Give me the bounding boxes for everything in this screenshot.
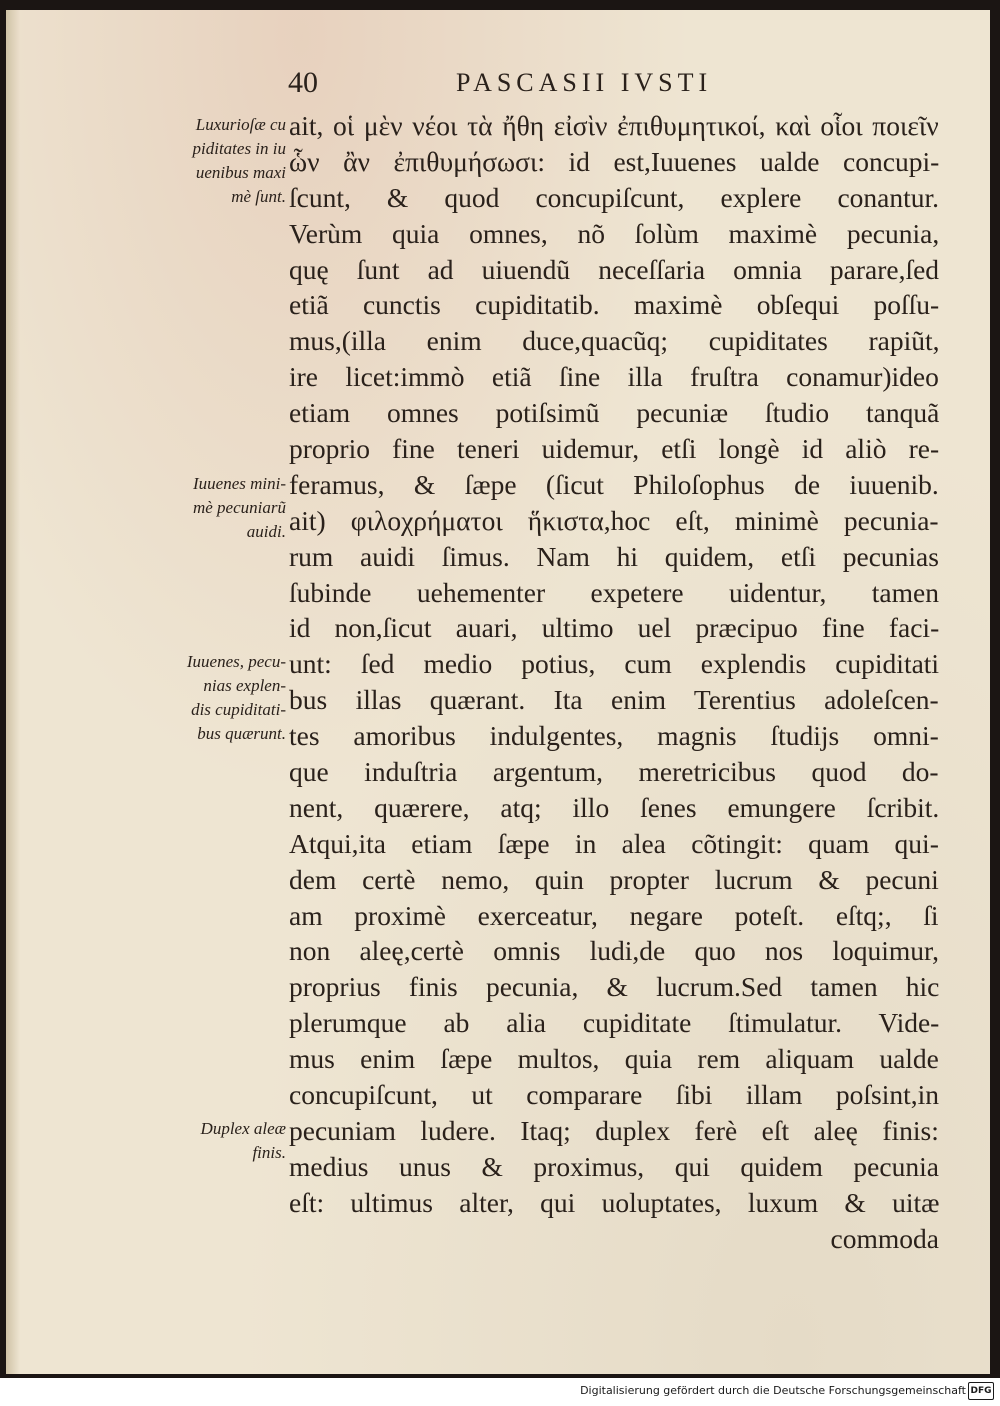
text-line: que induſtria argentum, meretricibus quod do- [289, 756, 939, 788]
marginal-note-line: Iuuenes, pecu- [186, 652, 286, 671]
running-head [288, 66, 928, 106]
marginal-note-line: finis. [252, 1143, 286, 1162]
page-gutter-shadow [6, 10, 20, 1374]
funding-credit: Digitalisierung gefördert durch die Deutsche Forschungsgemeinschaft [580, 1384, 966, 1397]
text-line: ſubinde uehementer expetere uidentur, tamen [289, 576, 939, 608]
catchword: commoda [830, 1222, 939, 1254]
text-line: mus,(illa enim duce,quacũq; cupiditates rapiũt, [289, 325, 939, 357]
text-line: ait, οἱ μὲν νέοι τὰ ἤθη εἰσὶν ἐπιθυμητικοί, καὶ οἷοι ποιεῖν [289, 110, 939, 141]
marginal-note-line: mè pecuniarũ [192, 498, 286, 517]
marginal-note-2 [193, 472, 286, 544]
dfg-logo-icon: DFG [968, 1382, 994, 1400]
text-line: proprius finis pecunia, & lucrum.Sed tamen hic [289, 971, 939, 1003]
main-text-block [289, 108, 939, 1257]
text-line: etiã cunctis cupiditatib. maximè obſequi poſſu- [289, 289, 939, 321]
text-line: Atqui,ita etiam ſæpe in alea cõtingit: quam qui- [289, 827, 939, 859]
marginal-note-line: Luxurioſæ cu [195, 115, 286, 134]
text-line: non aleę,certè omnis ludi,de quo nos loquimur, [289, 935, 939, 967]
text-line: ire licet:immò etiã ſine illa fruſtra conamur)ideo [289, 361, 939, 393]
text-line: feramus, & ſæpe (ſicut Philoſophus de iuuenib. [289, 468, 939, 500]
marginal-note-line: bus quærunt. [197, 724, 286, 743]
text-line: nent, quærere, atq; illo ſenes emungere ſcribit. [289, 791, 939, 823]
text-line: quę ſunt ad uiuendũ neceſſaria omnia parare,ſed [289, 253, 939, 285]
running-title: PASCASII IVSTI [456, 68, 713, 97]
page-number: 40 [288, 66, 318, 99]
text-line: ſcunt, & quod concupiſcunt, explere conantur. [289, 181, 939, 213]
text-line: id non,ſicut auari, ultimo uel præcipuo fine faci- [289, 612, 939, 644]
text-line: concupiſcunt, ut comparare ſibi illam poſsint,in [289, 1079, 939, 1111]
marginal-note-line: Duplex aleæ [200, 1119, 286, 1138]
marginal-note-line: uenibus maxi [195, 163, 286, 182]
text-line: tes amoribus indulgentes, magnis ſtudijs omni- [289, 720, 939, 752]
marginal-note-3 [187, 650, 286, 746]
digitization-footer [0, 1378, 1000, 1406]
text-line: bus illas quærant. Ita enim Terentius adoleſcen- [289, 684, 939, 716]
marginal-note-line: auidi. [246, 522, 286, 541]
marginal-note-line: nias explen- [203, 676, 286, 695]
text-line: ὧν ἂν ἐπιθυμήσωσι: id est,Iuuenes ualde concupi- [289, 145, 939, 177]
text-line: proprio fine teneri uidemur, etſi longè id aliò re- [289, 433, 939, 465]
text-line: etiam omnes potiſsimũ pecuniæ ſtudio tanquã [289, 397, 939, 429]
text-line: Verùm quia omnes, nõ ſolùm maximè pecunia, [289, 217, 939, 249]
marginal-note-4 [201, 1117, 286, 1165]
text-line: eſt: ultimus alter, qui uoluptates, luxum & uitæ [289, 1186, 939, 1218]
text-line: mus enim ſæpe multos, quia rem aliquam ualde [289, 1043, 939, 1075]
text-line: dem certè nemo, quin propter lucrum & pecuni [289, 863, 939, 895]
text-line: ait) φιλοχρήματοι ἥκιστα,hoc eſt, minimè pecunia- [289, 504, 939, 536]
text-line: am proximè exerceatur, negare poteſt. eſtq;, ſi [289, 899, 939, 931]
marginal-note-line: piditates in iu [192, 139, 286, 158]
text-line: rum auidi ſimus. Nam hi quidem, etſi pecunias [289, 540, 939, 572]
text-line: unt: ſed medio potius, cum explendis cupiditati [289, 648, 939, 680]
marginal-note-line: mè ſunt. [231, 187, 286, 206]
marginal-note-1 [193, 113, 287, 209]
text-line: pecuniam ludere. Itaq; duplex ferè eſt aleę finis: [289, 1114, 939, 1146]
text-line: plerumque ab alia cupiditate ſtimulatur. Vide- [289, 1007, 939, 1039]
marginal-note-line: Iuuenes mini- [192, 474, 286, 493]
marginal-note-line: dis cupiditati- [191, 700, 286, 719]
text-line: medius unus & proximus, qui quidem pecunia [289, 1150, 939, 1182]
